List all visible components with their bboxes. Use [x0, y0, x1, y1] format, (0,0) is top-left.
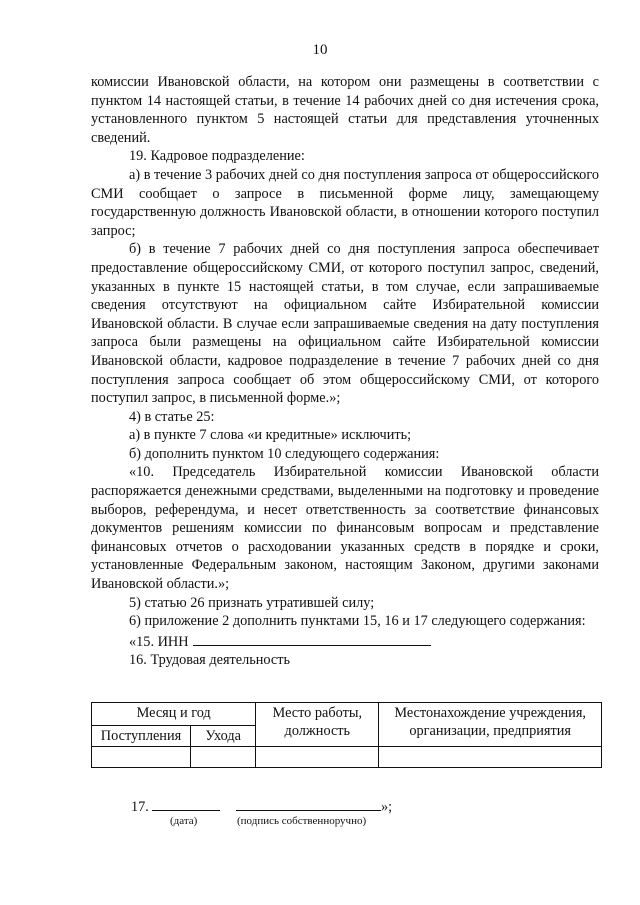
header-exit: Ухода: [191, 726, 256, 747]
header-month-year: Месяц и год: [92, 703, 256, 726]
paragraph-5: 5) статью 26 признать утратившей силу;: [129, 594, 375, 611]
table-cell: [92, 747, 191, 768]
paragraph-19: 19. Кадровое подразделение:: [129, 148, 305, 165]
paragraph-19b: б) в течение 7 рабочих дней со дня поступления запроса обеспечивает предоставление общероссийскому СМИ, от которого поступил запрос, сведений, указанных в пункте 15 настоящей статьи, в том случае, если запрашиваемые сведения отсутствуют на официальном сайте Избирательной комиссии Ивановской области. В случае если запрашиваемые сведения на дату поступления запроса были размещены на официальном сайте Избирательной комиссии Ивановской области, кадровое подразделение в течение 7 рабочих дней со дня поступления запроса сообщает об этом общероссийскому СМИ, от которого поступил запрос, в письменной форме.»;: [91, 241, 599, 407]
item-17-label: 17.: [131, 799, 149, 815]
inn-row: [91, 631, 599, 652]
signature-row: [131, 797, 392, 816]
date-blank-line: [152, 797, 220, 811]
paragraph-4a: а) в пункте 7 слова «и кредитные» исключить;: [129, 427, 412, 444]
work-heading: 16. Трудовая деятельность: [129, 652, 291, 669]
paragraph-4b: б) дополнить пунктом 10 следующего содержания:: [129, 445, 440, 462]
header-workplace: Место работы, должность: [256, 703, 379, 747]
inn-label: «15. ИНН: [129, 633, 189, 650]
paragraph-4: 4) в статье 25:: [129, 408, 215, 425]
paragraph-19a: а) в течение 3 рабочих дней со дня поступления запроса от общероссийского СМИ сообщает о запросе в письменной форме лицу, замещающему государственную должность Ивановской области, в отношении которого поступил запрос;: [91, 166, 599, 239]
paragraph-6: 6) приложение 2 дополнить пунктами 15, 16 и 17 следующего содержания:: [129, 613, 586, 630]
work-history-table: [91, 702, 602, 768]
document-body: [91, 73, 599, 670]
table-row: [92, 747, 602, 768]
inn-blank-line: [193, 631, 431, 646]
date-caption: (дата): [170, 815, 198, 827]
page-number: 10: [312, 42, 328, 58]
paragraph-10-quote: «10. Председатель Избирательной комиссии Ивановской области распоряжается денежными средствами, выделенными на подготовку и проведение выборов, референдума, и несет ответственность за соответствие финансовых документов решениям комиссии по финансовым вопросам и представление финансовых отчетов о расходовании указанных средств в порядке и сроки, установленные Федеральным законом, настоящим Законом, другими законами Ивановской области.»;: [91, 464, 599, 593]
table-cell: [379, 747, 602, 768]
header-location: Местонахождение учреждения, организации, предприятия: [379, 703, 602, 747]
table-cell: [191, 747, 256, 768]
header-entry: Поступления: [92, 726, 191, 747]
paragraph-continuation: комиссии Ивановской области, на котором они размещены в соответствии с пунктом 14 настоящей статьи, в течение 14 рабочих дней со дня истечения срока, установленного пунктом 5 настоящей статьи для представления уточненных сведений.: [91, 74, 599, 146]
signature-blank-line: [236, 797, 381, 811]
signature-suffix: »;: [381, 799, 393, 815]
signature-caption: (подпись собственноручно): [237, 815, 367, 827]
table-cell: [256, 747, 379, 768]
